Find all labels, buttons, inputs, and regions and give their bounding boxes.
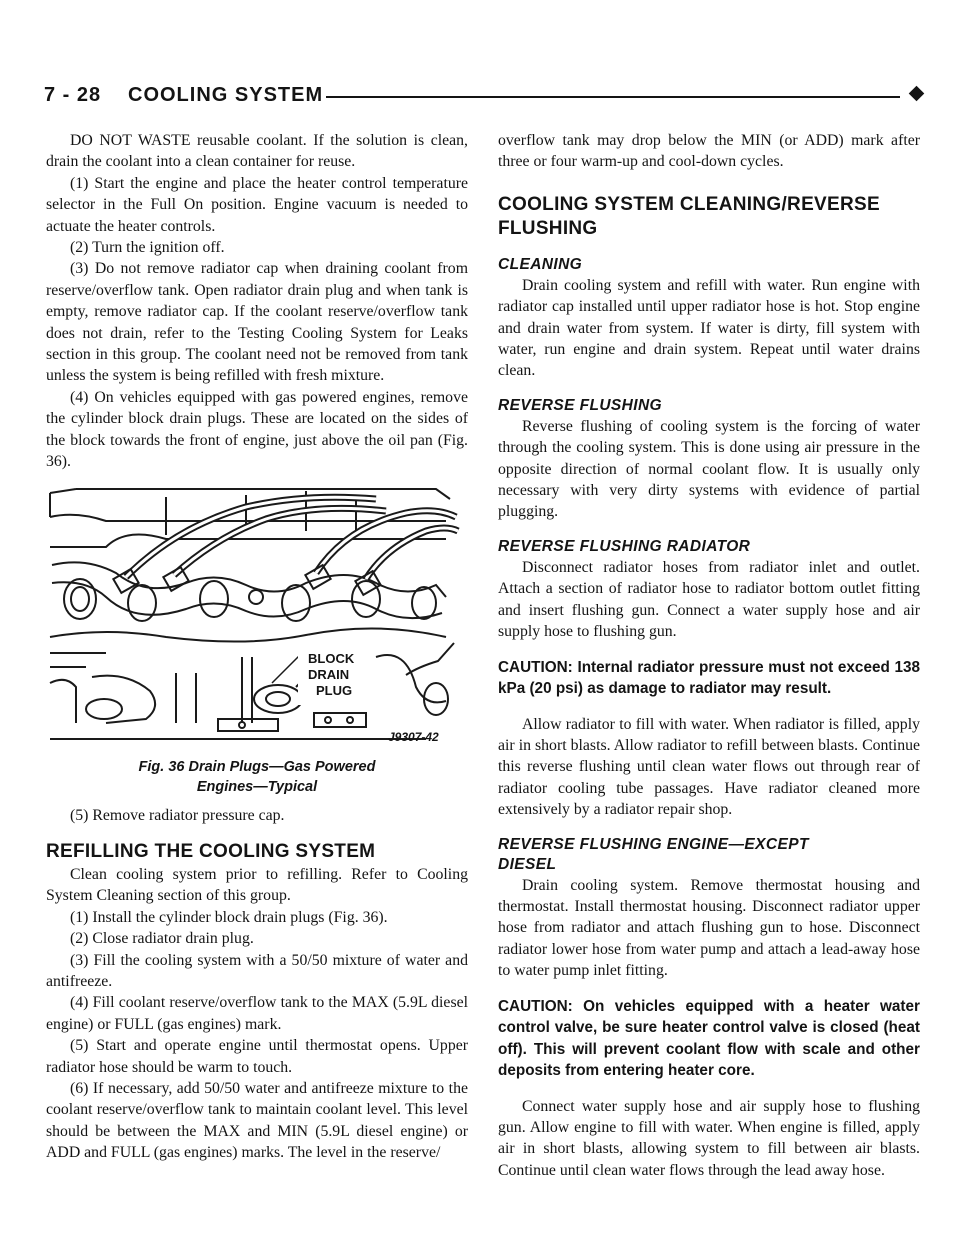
figure-36: [46, 487, 476, 745]
refill-step-4: (4) Fill coolant reserve/overflow tank to the MAX (5.9L diesel engine) or FULL (gas engines) mark.: [46, 994, 468, 1033]
cleaning-flushing-heading: COOLING SYSTEM CLEANING/REVERSE FLUSHING: [498, 193, 880, 239]
refill-step-1: (1) Install the cylinder block drain plugs (Fig. 36).: [70, 908, 388, 926]
reverse-flushing-engine-paragraph: Drain cooling system. Remove thermostat housing and thermostat. Install thermostat housing. Disconnect radiator upper hose from radiator and attach flushing gun to hose. Disconnect radiator lower hose from water pump and attach a lead-away hose to water pump inlet fitting.: [498, 876, 920, 980]
diamond-icon: [909, 86, 925, 102]
reverse-flushing-heading: REVERSE FLUSHING: [498, 396, 663, 414]
refill-step-2: (2) Close radiator drain plug.: [70, 930, 254, 948]
caution-heater-valve: CAUTION: On vehicles equipped with a heater water control valve, be sure heater control valve is closed (heat off). This will prevent coolant flow with scale and other deposits from entering heater core.: [498, 997, 920, 1080]
drain-label: DRAIN: [308, 666, 350, 682]
step-2: (2) Turn the ignition off.: [70, 239, 225, 257]
right-column: [498, 130, 920, 1181]
page-number: 7 - 28: [44, 84, 102, 106]
radiator-fill-paragraph: Allow radiator to fill with water. When radiator is filled, apply air in short blasts. Allow radiator to refill between blasts. Continue this reverse flushing until clean water flows out through rear of radiator cooling tube passages. Have radiator cleaned more extensively by a radiator repair shop.: [498, 715, 920, 819]
left-column: [46, 130, 468, 1164]
refilling-heading: REFILLING THE COOLING SYSTEM: [46, 840, 376, 862]
block-label: BLOCK: [308, 650, 355, 666]
caption-line-1: Fig. 36 Drain Plugs—Gas Powered: [138, 758, 376, 775]
step-3: (3) Do not remove radiator cap when draining coolant from reserve/overflow tank. Open radiator drain plug and when tank is empty, remove radiator cap. If the coolant reserve/overflow tank does not drain, refer to the Testing Cooling System for Leaks section in this group. The coolant need not be removed from tank unless the system is being refilled with fresh mixture.: [46, 260, 468, 385]
refill-step-5: (5) Start and operate engine until thermostat opens. Upper radiator hose should be warm to touch.: [46, 1037, 468, 1076]
caption-line-2: Engines—Typical: [196, 778, 318, 795]
step-4: (4) On vehicles equipped with gas powered engines, remove the cylinder block drain plugs. These are located on the sides of the block towards the front of engine, just above the oil pan (Fig. 36).: [46, 388, 468, 471]
reverse-flushing-engine-heading-line-2: DIESEL: [498, 855, 557, 873]
step-1: (1) Start the engine and place the heater control temperature selector in the Full On position. Engine vacuum is needed to actuate the heater controls.: [46, 174, 468, 235]
engine-fill-paragraph: Connect water supply hose and air supply hose to flushing gun. Allow engine to fill with water. When engine is filled, apply air in short blasts, allowing system to fill between air blasts. Continue until clean water flows through the lead away hose.: [498, 1097, 920, 1179]
reverse-flushing-paragraph: Reverse flushing of cooling system is the forcing of water through the cooling system. This is done using air pressure in the opposite direction of normal coolant flow. It is usually only necessary with very dirty systems with evidence of partial plugging.: [498, 417, 920, 521]
refilling-paragraph: Clean cooling system prior to refilling. Refer to Cooling System Cleaning section of this group.: [46, 865, 468, 905]
header-rule: [326, 96, 900, 98]
caution-radiator-pressure: CAUTION: Internal radiator pressure must not exceed 138 kPa (20 psi) as damage to radiator may result.: [498, 658, 920, 697]
refill-step-6: (6) If necessary, add 50/50 water and antifreeze mixture to the coolant reserve/overflow tank to maintain coolant level. This level should be between the MAX and MIN (5.9L diesel engine) or ADD and FULL (gas engines) marks. The level in the reserve/: [46, 1079, 468, 1162]
engine-drain-plug-illustration: [46, 487, 466, 745]
refill-step-3: (3) Fill the cooling system with a 50/50 mixture of water and antifreeze.: [46, 951, 468, 990]
figure-code: J9307-42: [388, 729, 439, 744]
plug-label: PLUG: [316, 682, 353, 698]
cleaning-paragraph: Drain cooling system and refill with water. Run engine with radiator cap installed until upper radiator hose is hot. Stop engine and drain water from system. If water is dirty, fill system with water, run engine and drain system. Repeat until water drains clean.: [498, 276, 920, 380]
section-title: COOLING SYSTEM: [128, 84, 324, 106]
step-5: (5) Remove radiator pressure cap.: [70, 806, 285, 824]
reverse-flushing-radiator-heading: REVERSE FLUSHING RADIATOR: [498, 537, 751, 555]
figure-caption: [46, 757, 468, 797]
continued-paragraph: overflow tank may drop below the MIN (or ADD) mark after three or four warm-up and cool-down cycles.: [498, 132, 920, 171]
cleaning-heading: CLEANING: [498, 255, 583, 273]
intro-paragraph: DO NOT WASTE reusable coolant. If the solution is clean, drain the coolant into a clean container for reuse.: [46, 132, 468, 171]
page-header: [44, 84, 924, 114]
reverse-flushing-radiator-paragraph: Disconnect radiator hoses from radiator inlet and outlet. Attach a section of radiator hose to radiator bottom outlet fitting and insert flushing gun. Connect a water supply hose and air supply hose to flushing gun.: [498, 558, 920, 641]
reverse-flushing-engine-heading-line-1: REVERSE FLUSHING ENGINE—EXCEPT: [498, 835, 809, 853]
